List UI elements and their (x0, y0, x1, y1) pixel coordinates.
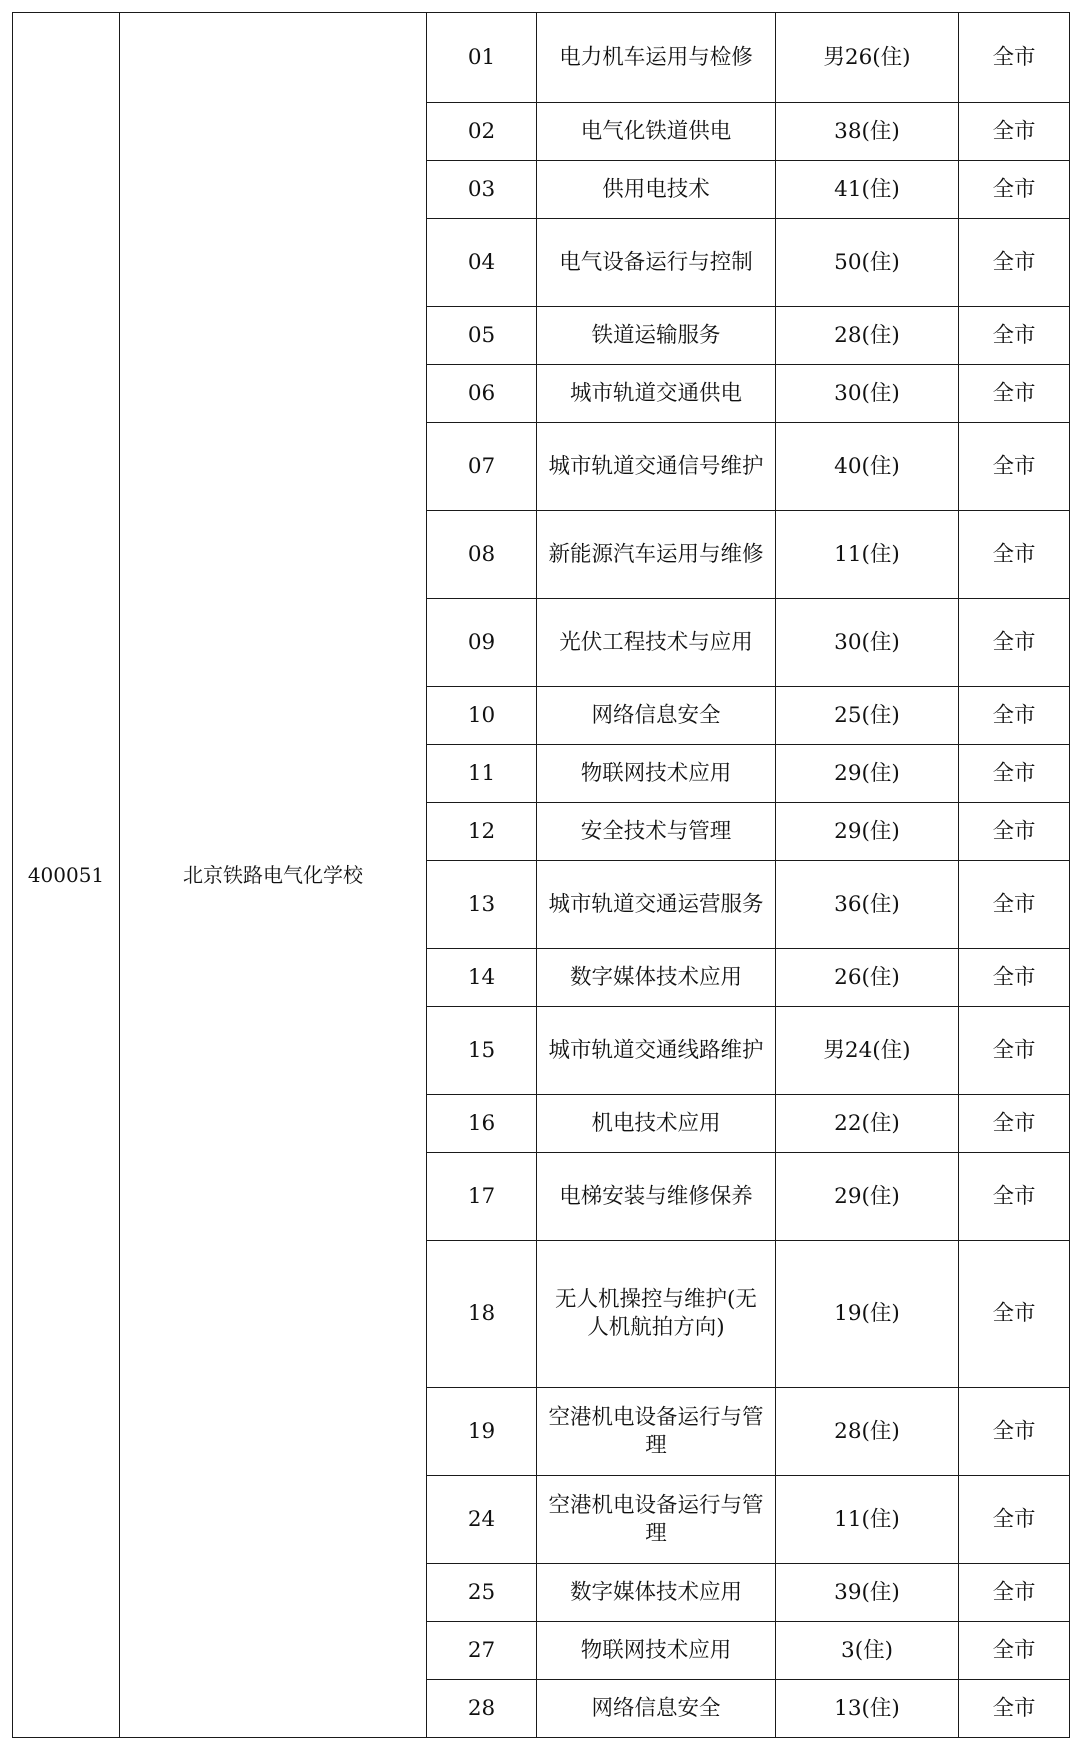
enrollment-quota: 29(住) (776, 745, 959, 803)
major-number: 16 (427, 1095, 537, 1153)
major-name: 数字媒体技术应用 (537, 1564, 776, 1622)
enrollment-quota: 13(住) (776, 1680, 959, 1738)
major-name: 光伏工程技术与应用 (537, 599, 776, 687)
major-number: 18 (427, 1241, 537, 1388)
major-number: 13 (427, 861, 537, 949)
enrollment-scope: 全市 (959, 861, 1070, 949)
enrollment-scope: 全市 (959, 949, 1070, 1007)
major-name: 物联网技术应用 (537, 1622, 776, 1680)
enrollment-scope: 全市 (959, 599, 1070, 687)
major-number: 11 (427, 745, 537, 803)
enrollment-quota: 28(住) (776, 307, 959, 365)
major-number: 12 (427, 803, 537, 861)
enrollment-scope: 全市 (959, 161, 1070, 219)
enrollment-quota: 29(住) (776, 1153, 959, 1241)
enrollment-quota: 11(住) (776, 1476, 959, 1564)
major-number: 05 (427, 307, 537, 365)
enrollment-scope: 全市 (959, 1153, 1070, 1241)
enrollment-scope: 全市 (959, 1388, 1070, 1476)
enrollment-quota: 36(住) (776, 861, 959, 949)
major-name: 安全技术与管理 (537, 803, 776, 861)
major-number: 17 (427, 1153, 537, 1241)
enrollment-quota: 41(住) (776, 161, 959, 219)
major-number: 10 (427, 687, 537, 745)
major-number: 08 (427, 511, 537, 599)
enrollment-quota: 19(住) (776, 1241, 959, 1388)
enrollment-quota: 40(住) (776, 423, 959, 511)
major-number: 01 (427, 13, 537, 103)
major-number: 25 (427, 1564, 537, 1622)
major-name: 新能源汽车运用与维修 (537, 511, 776, 599)
school-code: 400051 (13, 13, 120, 1738)
major-number: 04 (427, 219, 537, 307)
major-name: 网络信息安全 (537, 1680, 776, 1738)
enrollment-quota: 39(住) (776, 1564, 959, 1622)
major-name: 电力机车运用与检修 (537, 13, 776, 103)
enrollment-scope: 全市 (959, 1622, 1070, 1680)
enrollment-scope: 全市 (959, 1564, 1070, 1622)
enrollment-quota: 50(住) (776, 219, 959, 307)
enrollment-quota: 26(住) (776, 949, 959, 1007)
enrollment-scope: 全市 (959, 511, 1070, 599)
enrollment-quota: 男26(住) (776, 13, 959, 103)
major-number: 07 (427, 423, 537, 511)
major-name: 机电技术应用 (537, 1095, 776, 1153)
major-number: 09 (427, 599, 537, 687)
major-number: 06 (427, 365, 537, 423)
enrollment-quota: 28(住) (776, 1388, 959, 1476)
table-row (13, 13, 1070, 103)
major-name: 城市轨道交通供电 (537, 365, 776, 423)
major-name: 网络信息安全 (537, 687, 776, 745)
major-number: 19 (427, 1388, 537, 1476)
enrollment-scope: 全市 (959, 307, 1070, 365)
major-name: 城市轨道交通运营服务 (537, 861, 776, 949)
enrollment-quota: 3(住) (776, 1622, 959, 1680)
enrollment-scope: 全市 (959, 103, 1070, 161)
major-name: 空港机电设备运行与管理 (537, 1476, 776, 1564)
major-number: 28 (427, 1680, 537, 1738)
school-name: 北京铁路电气化学校 (120, 13, 427, 1738)
major-name: 电气化铁道供电 (537, 103, 776, 161)
enrollment-scope: 全市 (959, 1680, 1070, 1738)
enrollment-scope: 全市 (959, 687, 1070, 745)
major-number: 03 (427, 161, 537, 219)
major-number: 27 (427, 1622, 537, 1680)
major-name: 城市轨道交通信号维护 (537, 423, 776, 511)
enrollment-scope: 全市 (959, 1095, 1070, 1153)
enrollment-quota: 38(住) (776, 103, 959, 161)
major-name: 无人机操控与维护(无人机航拍方向) (537, 1241, 776, 1388)
major-number: 24 (427, 1476, 537, 1564)
major-number: 14 (427, 949, 537, 1007)
major-name: 物联网技术应用 (537, 745, 776, 803)
enrollment-scope: 全市 (959, 745, 1070, 803)
major-name: 电气设备运行与控制 (537, 219, 776, 307)
major-name: 城市轨道交通线路维护 (537, 1007, 776, 1095)
enrollment-quota: 11(住) (776, 511, 959, 599)
enrollment-table-body (13, 13, 1070, 1738)
major-name: 电梯安装与维修保养 (537, 1153, 776, 1241)
major-name: 铁道运输服务 (537, 307, 776, 365)
enrollment-scope: 全市 (959, 365, 1070, 423)
enrollment-scope: 全市 (959, 1007, 1070, 1095)
enrollment-scope: 全市 (959, 1476, 1070, 1564)
enrollment-scope: 全市 (959, 803, 1070, 861)
major-number: 15 (427, 1007, 537, 1095)
enrollment-table (12, 12, 1070, 1738)
enrollment-scope: 全市 (959, 423, 1070, 511)
enrollment-quota: 25(住) (776, 687, 959, 745)
enrollment-quota: 30(住) (776, 599, 959, 687)
major-name: 数字媒体技术应用 (537, 949, 776, 1007)
enrollment-quota: 22(住) (776, 1095, 959, 1153)
enrollment-scope: 全市 (959, 13, 1070, 103)
enrollment-scope: 全市 (959, 219, 1070, 307)
enrollment-quota: 29(住) (776, 803, 959, 861)
major-name: 空港机电设备运行与管理 (537, 1388, 776, 1476)
major-name: 供用电技术 (537, 161, 776, 219)
enrollment-scope: 全市 (959, 1241, 1070, 1388)
enrollment-quota: 男24(住) (776, 1007, 959, 1095)
enrollment-quota: 30(住) (776, 365, 959, 423)
major-number: 02 (427, 103, 537, 161)
